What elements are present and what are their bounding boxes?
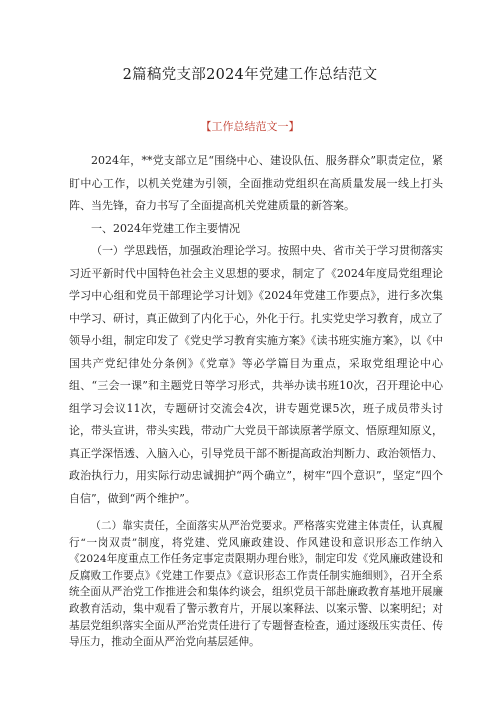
intro-paragraph: 2024年，**党支部立足“围绕中心、建设队伍、服务群众”职责定位，紧盯中心工作，以机关党建为引领，全面推动党组织在高质量发展一线上打头阵、当先锋，奋力书写了全面提高机关党建质量的新答案。 [69, 154, 443, 212]
page-title: 2篇稿党支部2024年党建工作总结范文 [122, 67, 378, 83]
study-paragraph: （一）学思践悟，加强政治理论学习。按照中央、省市关于学习贯彻落实习近平新时代中国特色社会主义思想的要求，制定了《2024年度局党组理论学习中心组和党员干部理论学习计划》《2024年党建工作要点》，进行多次集中学习、研讨，真正做到了内化于心，外化于行。扎实党史学习教育，成立了领导小组，制定印发了《党史学习教育实施方案》《读书班实施方案》，以《中国共产党纪律处分条例》《党章》等必学篇目为重点，采取党组理论中心组、“三会一课”和主题党日等学习形式，共举办读书班10次，召开理论中心组学习会议11次，专题研讨交流会4次，讲专题党课5次，班子成员带头讨论，带头宣讲，带头实践，带动广大党员干部读原著学原文、悟原理知原义，真正学深悟透、入脑入心，引导党员干部不断提高政治判断力、政治领悟力、政治执行力，用实际行动忠诚拥护“两个确立”，树牢“四个意识”，坚定“四个自信”，做到“两个维护”。 [69, 244, 443, 505]
responsibility-paragraph: （二）靠实责任，全面落实从严治党要求。严格落实党建主体责任，认真履行“一岗双责”制度，将党建、党风廉政建设、作风建设和意识形态工作纳入《2024年度重点工作任务定事定责限期办理台账》，制定印发《党风廉政建设和反腐败工作要点》《党建工作要点》《意识形态工作责任制实施细则》，召开全系统全面从严治党工作推进会和集体约谈会，组织党员干部赴廉政教育基地开展廉政教育活动，集中观看了警示教育片，开展以案释法、以案示警、以案明纪；对基层党组织落实全面从严治党责任进行了专题督查检查，通过逐级压实责任、传导压力，推动全面从严治党向基层延伸。 [69, 520, 443, 649]
section-heading: 一、2024年党建工作主要情况 [91, 221, 240, 235]
document-body [69, 150, 443, 651]
section-subhead: 【工作总结范文一】 [200, 120, 300, 133]
